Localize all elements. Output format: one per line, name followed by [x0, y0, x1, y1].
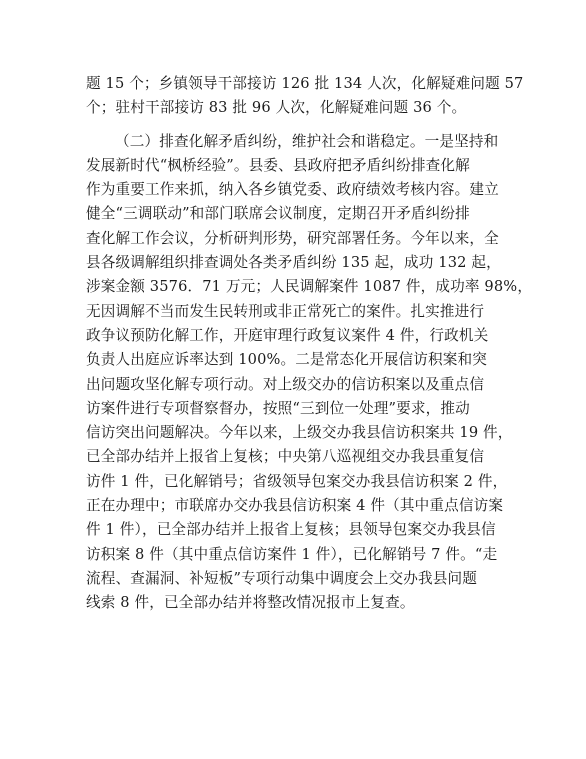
text-line: 线索 8 件，已全部办结并将整改情况报市上复查。	[86, 594, 415, 612]
text-line: 件 1 件），已全部办结并上报省上复核；县领导包案交办我县信	[86, 521, 496, 539]
paragraph-gap	[86, 121, 506, 130]
text-line: 县各级调解组织排查调处各类矛盾纠纷 135 起，成功 132 起，	[86, 254, 501, 272]
text-line: 查化解工作会议，分析研判形势，研究部署任务。今年以来，全	[86, 229, 499, 247]
text-line: 负责人出庭应诉率达到 100%。二是常态化开展信访积案和突	[86, 351, 487, 369]
text-line: 信访突出问题解决。今年以来，上级交办我县信访积案共 19 件，	[86, 424, 513, 442]
text-line: 健全“三调联动”和部门联席会议制度，定期召开矛盾纠纷排	[86, 205, 470, 223]
text-line: 出问题攻坚化解专项行动。对上级交办的信访积案以及重点信	[86, 375, 485, 393]
text-line: （二）排查化解矛盾纠纷，维护社会和谐稳定。一是坚持和	[115, 132, 499, 150]
text-line: 访案件进行专项督察督办，按照“三到位一处理”要求，推动	[86, 399, 470, 417]
text-line: 访件 1 件，已化解销号；省级领导包案交办我县信访积案 2 件，	[86, 472, 508, 490]
text-line: 流程、查漏洞、补短板”专项行动集中调度会上交办我县问题	[86, 569, 477, 587]
text-line: 无因调解不当而发生民转刑或非正常死亡的案件。扎实推进行	[86, 302, 485, 320]
text-line: 题 15 个；乡镇领导干部接访 126 批 134 人次，化解疑难问题 57	[86, 75, 524, 92]
text-line: 访积案 8 件（其中重点信访案件 1 件），已化解销号 7 件。“走	[86, 545, 498, 563]
text-line: 作为重要工作来抓，纳入各乡镇党委、政府绩效考核内容。建立	[86, 181, 499, 199]
text-line: 政争议预防化解工作，开庭审理行政复议案件 4 件，行政机关	[86, 326, 489, 344]
text-line: 正在办理中；市联席办交办我县信访积案 4 件（其中重点信访案	[86, 497, 504, 515]
text-line: 涉案金额 3576．71 万元；人民调解案件 1087 件，成功率 98%，	[86, 278, 533, 296]
text-line: 发展新时代“枫桥经验”。县委、县政府把矛盾纠纷排查化解	[86, 156, 470, 174]
text-line: 个；驻村干部接访 83 批 96 人次，化解疑难问题 36 个。	[86, 99, 467, 117]
text-line: 已全部办结并上报省上复核；中央第八巡视组交办我县重复信	[86, 448, 485, 466]
document-body	[86, 72, 533, 616]
